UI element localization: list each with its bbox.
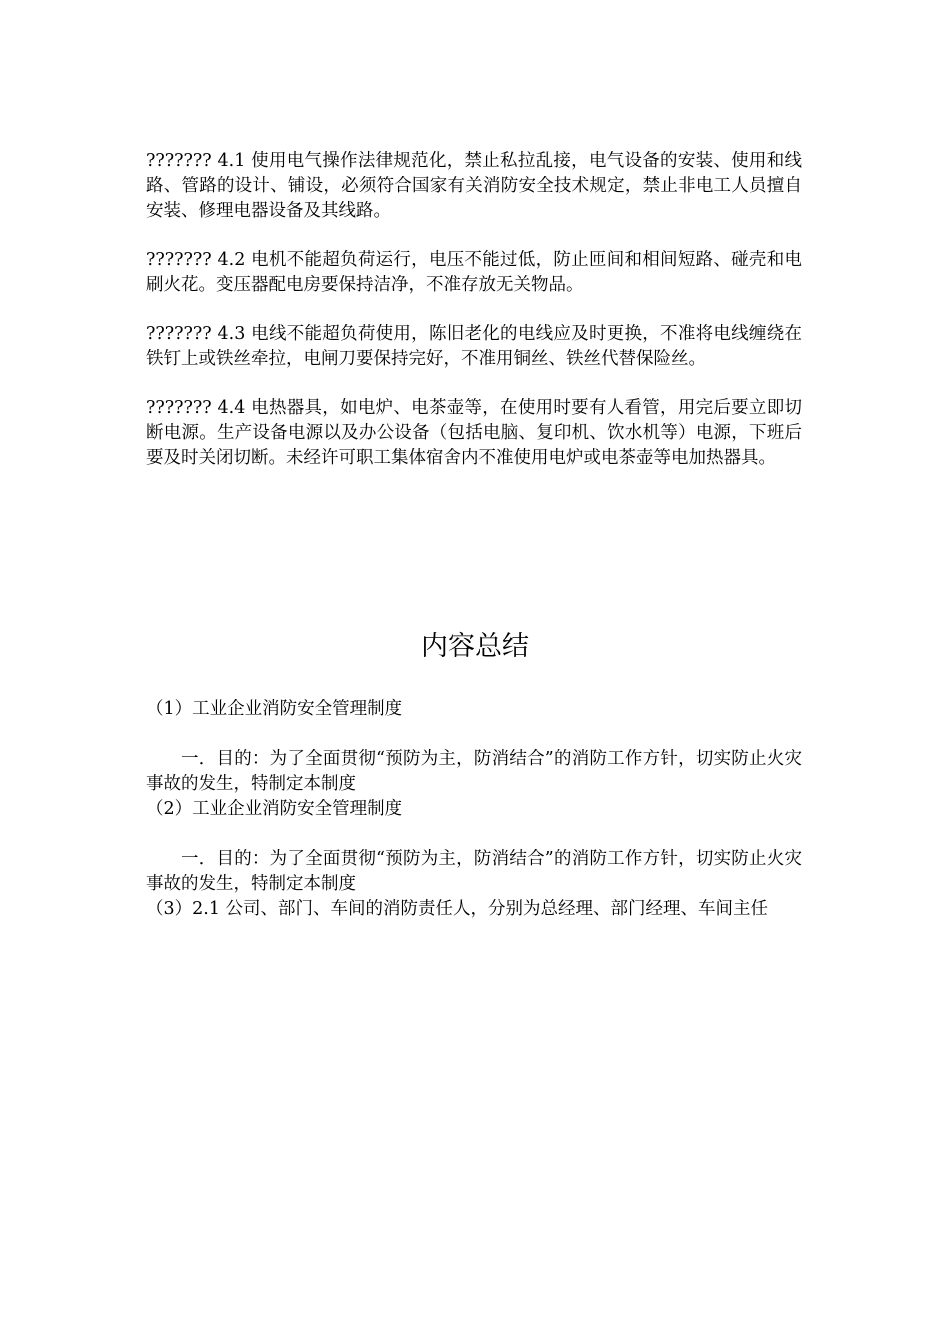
paragraph-4-2: ??????? 4.2 电机不能超负荷运行，电压不能过低，防止匝间和相间短路、碰壳和电刷火花。变压器配电房要保持洁净，不准存放无关物品。 (146, 250, 802, 295)
spacer (146, 722, 802, 747)
summary-item-3: （3）2.1 公司、部门、车间的消防责任人，分别为总经理、部门经理、车间主任 (146, 899, 769, 919)
paragraph-4-1: ??????? 4.1 使用电气操作法律规范化，禁止私拉乱接，电气设备的安装、使用和线路、管路的设计、铺设，必须符合国家有关消防安全技术规定，禁止非电工人员擅自安装、修理电器设备及其线路。 (146, 151, 802, 221)
paragraph-4-4: ??????? 4.4 电热器具，如电炉、电茶壶等，在使用时要有人看管，用完后要立即切断电源。生产设备电源以及办公设备（包括电脑、复印机、饮水机等）电源，下班后要及时关闭切断。未经许可职工集体宿舍内不准使用电炉或电茶壶等电加热器具。 (146, 398, 802, 468)
paragraph-4-3: ??????? 4.3 电线不能超负荷使用，陈旧老化的电线应及时更换，不准将电线缠绕在铁钉上或铁丝牵拉，电闸刀要保持完好，不准用铜丝、铁丝代替保险丝。 (146, 324, 802, 369)
spacer (146, 822, 802, 847)
summary-section (146, 697, 802, 922)
summary-item-2-body: 一．目的：为了全面贯彻“预防为主，防消结合”的消防工作方针，切实防止火灾事故的发生，特制定本制度 (146, 849, 802, 894)
summary-item-1-heading: （1）工业企业消防安全管理制度 (146, 699, 403, 719)
summary-item-1-body: 一．目的：为了全面贯彻“预防为主，防消结合”的消防工作方针，切实防止火灾事故的发生，特制定本制度 (146, 749, 802, 794)
summary-item-2-heading: （2）工业企业消防安全管理制度 (146, 799, 403, 819)
summary-title: 内容总结 (421, 631, 529, 662)
